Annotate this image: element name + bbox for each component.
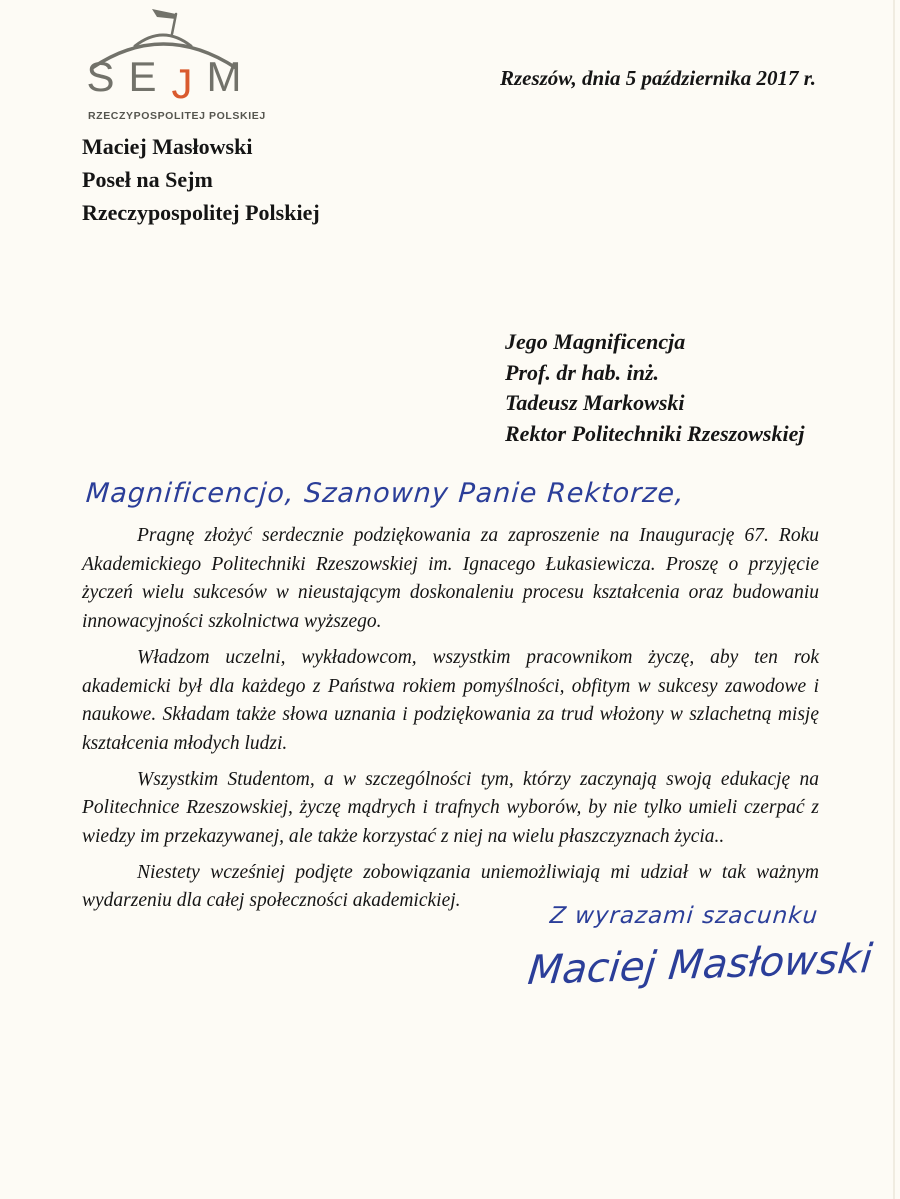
letter-body (82, 522, 819, 923)
handwritten-signature: Maciej Masłowski (525, 935, 875, 995)
handwritten-greeting: Magnificencjo, Szanowny Panie Rektorze, (84, 478, 686, 509)
flag-icon (152, 9, 176, 34)
dateline: Rzeszów, dnia 5 października 2017 r. (499, 66, 816, 90)
body-paragraph-4: Niestety wcześniej podjęte zobowiązania uniemożliwiają mi udział w tak ważnym wydarzeniu dla całej społeczności akademickiej. (82, 861, 819, 912)
recipient-degrees: Prof. dr hab. inż. (505, 359, 660, 385)
scan-edge-artifact (893, 0, 895, 1199)
body-paragraph-3: Wszystkim Studentom, a w szczególności tym, którzy zaczynają swoją edukację na Politechnice Rzeszowskiej, życzę mądrych i trafnych wyborów, by nie tylko umieli czerpać z wiedzy im przekazywanej, ale także korzystać z niej na wielu płaszczyznach życia.. (82, 768, 819, 848)
sender-block (82, 130, 320, 229)
sender-title-line2: Rzeczypospolitej Polskiej (82, 200, 320, 225)
body-paragraph-2: Władzom uczelni, wykładowcom, wszystkim pracownikom życzę, aby ten rok akademicki był dla każdego z Państwa rokiem pomyślności, obfitym w sukcesy zawodowe i naukowe. Składam także słowa uznania i podziękowania za trud włożony w szlachetną misję kształcenia młodych ludzi. (82, 646, 819, 754)
sejm-logo (86, 6, 266, 122)
logo-letter-s: S (86, 53, 115, 100)
logo-letter-m: M (206, 53, 242, 100)
recipient-position: Rektor Politechniki Rzeszowskiej (505, 420, 805, 446)
logo-letters (86, 53, 242, 107)
logo-caption: RZECZYPOSPOLITEJ POLSKIEJ (88, 110, 266, 122)
recipient-honorific: Jego Magnificencja (505, 329, 686, 354)
logo-letter-e: E (128, 53, 157, 100)
sender-title-line1: Poseł na Sejm (82, 167, 213, 192)
handwritten-valediction: Z wyrazami szacunku (548, 903, 820, 929)
recipient-block (505, 327, 804, 449)
recipient-name: Tadeusz Markowski (505, 390, 685, 415)
body-paragraph-1: Pragnę złożyć serdecznie podziękowania za zaproszenie na Inaugurację 67. Roku Akademickiego Politechniki Rzeszowskiej im. Ignacego Łukasiewicza. Proszę o przyjęcie życzeń wielu sukcesów w nieustającym doskonaleniu procesu kształcenia oraz budowaniu innowacyjności szkolnictwa wyższego. (82, 525, 819, 633)
sender-name: Maciej Masłowski (82, 134, 253, 159)
logo-letter-j: J (171, 60, 193, 107)
